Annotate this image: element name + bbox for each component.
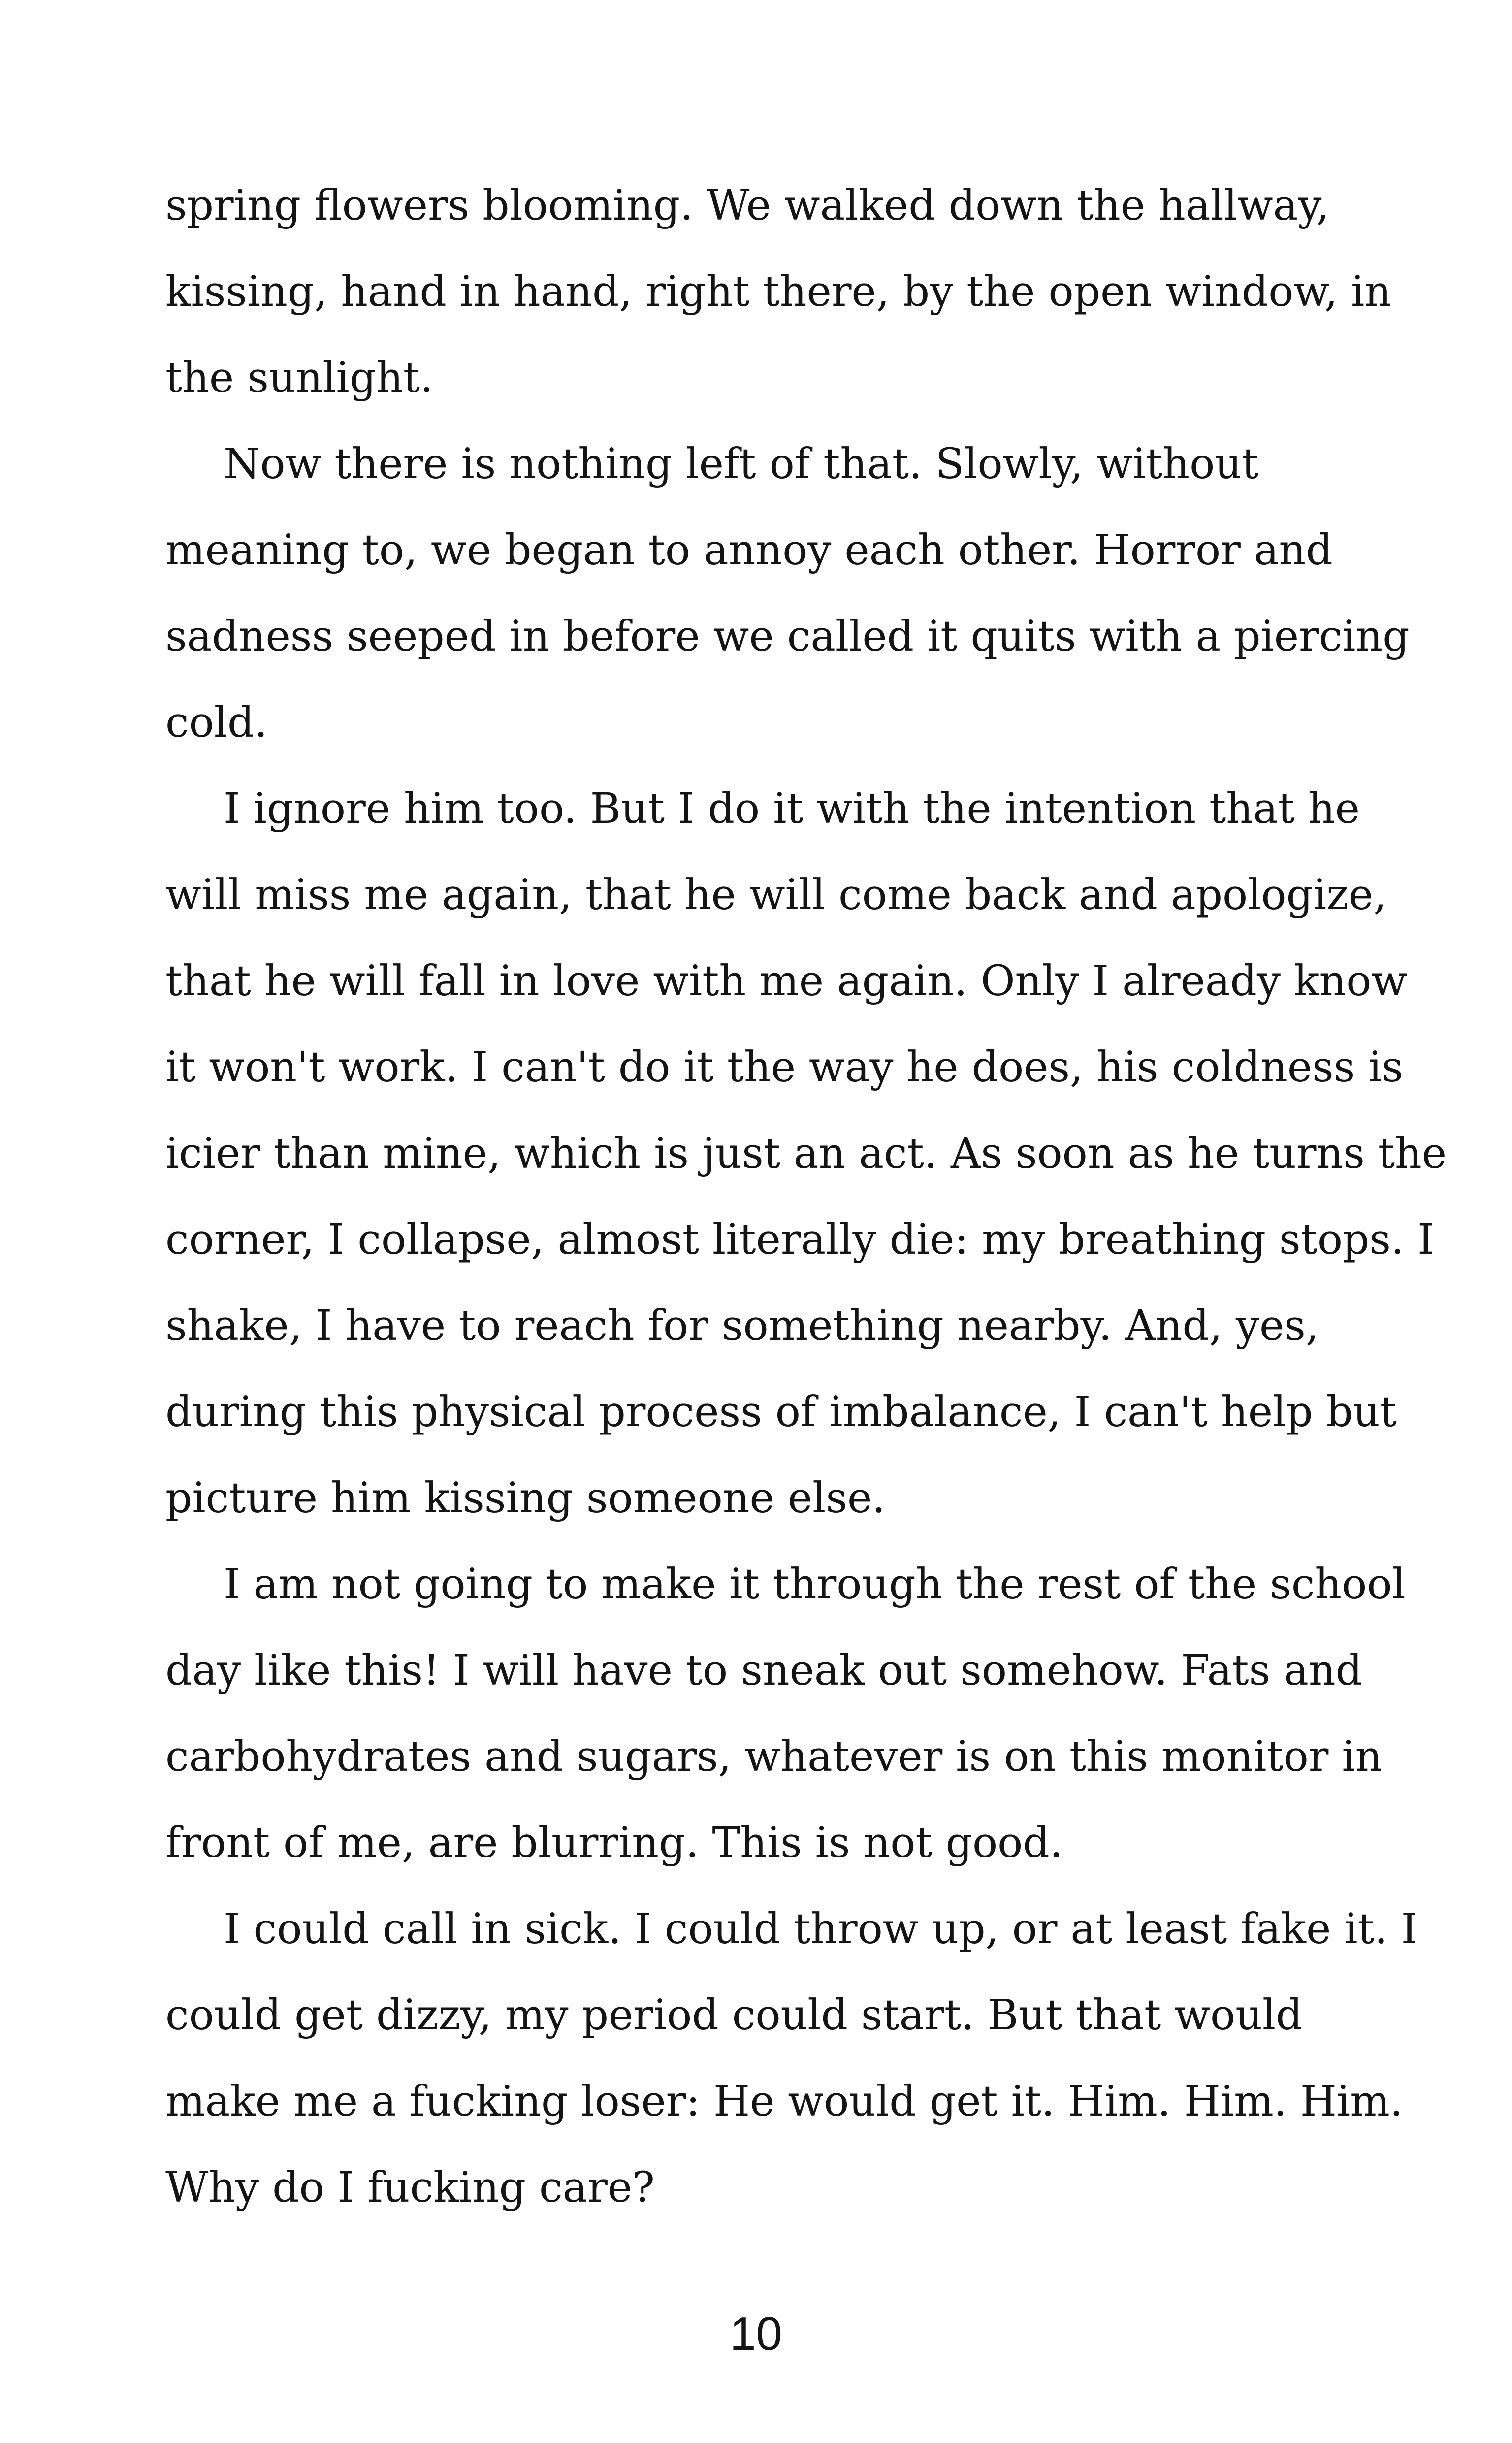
paragraph <box>165 1886 1418 2231</box>
text-line: that he will fall in love with me again. Only I already know <box>165 957 1408 1006</box>
text-line: I am not going to make it through the rest of the school <box>224 1560 1406 1609</box>
text-line: icier than mine, which is just an act. As soon as he turns the <box>165 1129 1447 1178</box>
paragraph <box>165 421 1410 766</box>
body-text <box>165 163 1447 2231</box>
text-line: meaning to, we began to annoy each other. Horror and <box>165 526 1333 575</box>
text-line: the sunlight. <box>165 354 434 402</box>
paragraph <box>165 1541 1406 1886</box>
text-line: cold. <box>165 698 268 747</box>
text-line: corner, I collapse, almost literally die: my breathing stops. I <box>165 1215 1434 1264</box>
text-line: carbohydrates and sugars, whatever is on this monitor in <box>165 1732 1383 1781</box>
text-line: it won't work. I can't do it the way he does, his coldness is <box>165 1043 1404 1092</box>
paragraph <box>165 163 1392 421</box>
text-line: could get dizzy, my period could start. But that would <box>165 1991 1303 2040</box>
text-line: I could call in sick. I could throw up, or at least fake it. I <box>224 1905 1418 1954</box>
text-line: Why do I fucking care? <box>165 2163 655 2212</box>
text-line: Now there is nothing left of that. Slowly, without <box>224 440 1259 489</box>
text-line: during this physical process of imbalance, I can't help but <box>165 1388 1397 1436</box>
text-line: picture him kissing someone else. <box>165 1474 886 1523</box>
text-line: I ignore him too. But I do it with the intention that he <box>224 784 1360 833</box>
text-line: make me a fucking loser: He would get it. Him. Him. Him. <box>165 2077 1403 2126</box>
text-line: spring flowers blooming. We walked down the hallway, <box>165 181 1330 230</box>
text-line: kissing, hand in hand, right there, by the open window, in <box>165 267 1392 316</box>
text-line: front of me, are blurring. This is not good. <box>165 1819 1063 1867</box>
paragraph <box>165 766 1447 1541</box>
text-line: day like this! I will have to sneak out somehow. Fats and <box>165 1646 1363 1695</box>
text-line: will miss me again, that he will come back and apologize, <box>165 871 1387 919</box>
text-line: sadness seeped in before we called it quits with a piercing <box>165 612 1410 661</box>
page-number: 10 <box>730 2308 782 2360</box>
text-line: shake, I have to reach for something nearby. And, yes, <box>165 1302 1319 1350</box>
